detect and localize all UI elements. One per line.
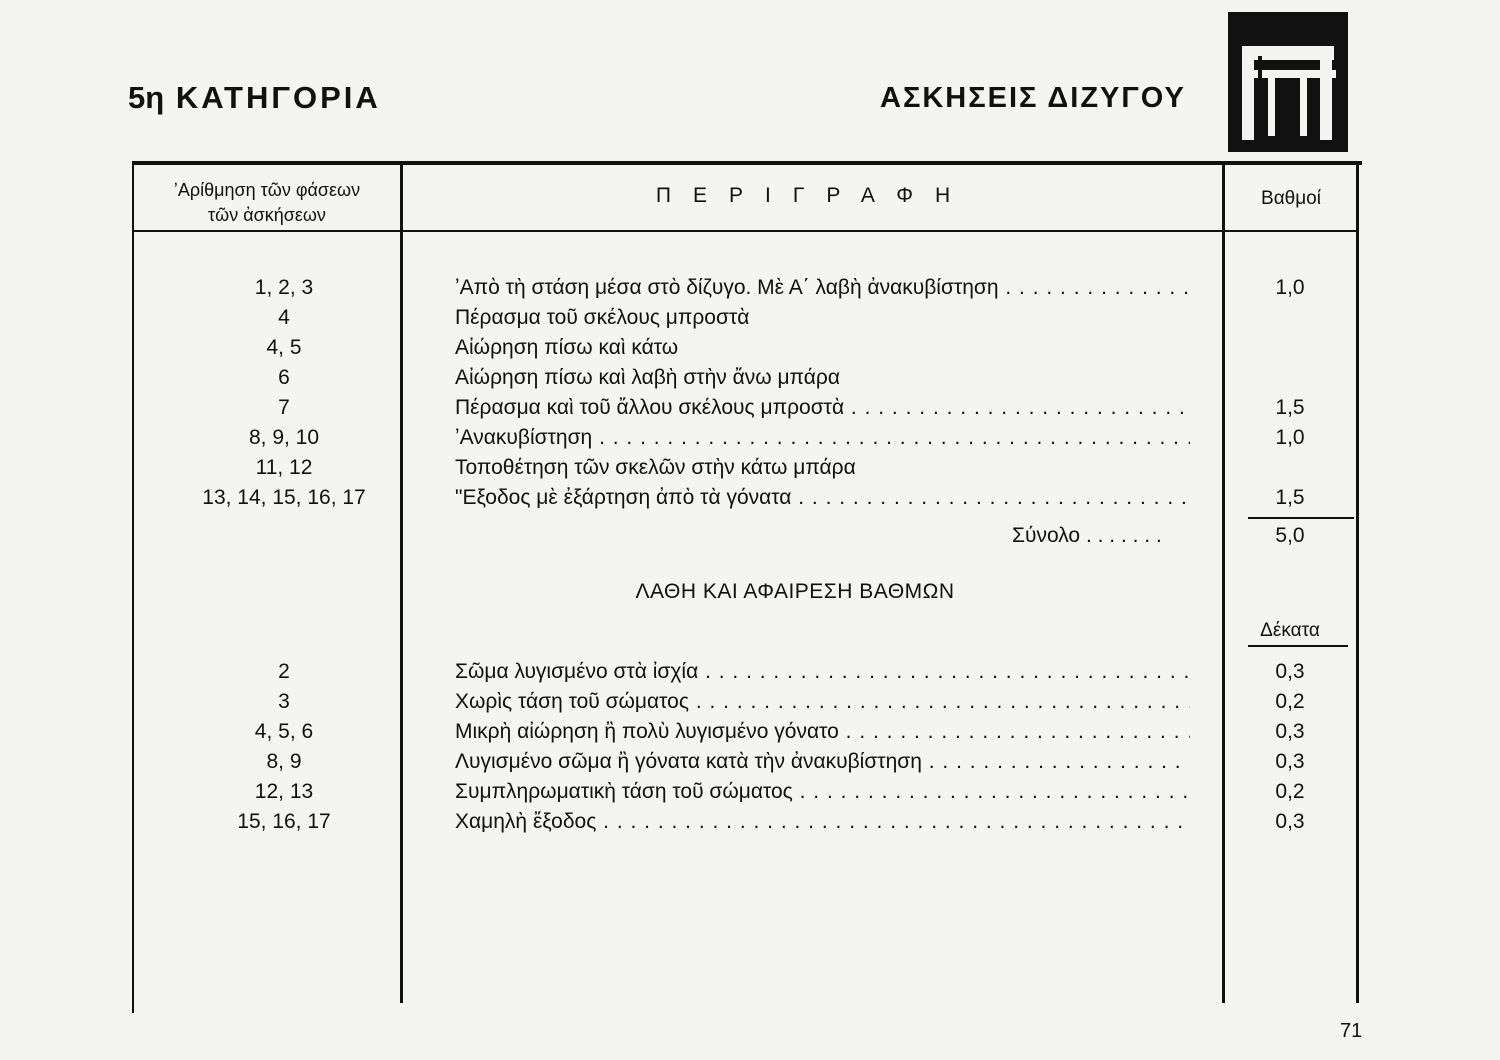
table-row: [0, 456, 1500, 486]
deductions-unit-rule: [1248, 645, 1348, 647]
category-word: ΚΑΤΗΓΟΡΙΑ: [175, 80, 381, 115]
row-description: ʼΑπὸ τὴ στάση μέσα στὸ δίζυγο. Μὲ Α΄ λαβὴ ἀνακυβίστηση . . .: [455, 276, 1190, 300]
row-points: 0,2: [1275, 780, 1305, 803]
total-value: 5,0: [1275, 524, 1305, 547]
phase-numbers: 8, 9, 10: [248, 426, 320, 449]
row-description: Αἰώρηση πίσω καὶ λαβὴ στὴν ἄνω μπάρα: [455, 366, 840, 389]
phase-numbers: 11, 12: [255, 456, 313, 479]
total-rule: [1248, 517, 1354, 519]
phases-column-header: [134, 178, 400, 228]
phases-header-line1: ʼΑρίθμηση τῶν φάσεων: [173, 180, 361, 200]
row-description: Πέρασμα καὶ τοῦ ἄλλου σκέλους μπροστὰ . . .: [455, 396, 1190, 420]
table-row: [0, 426, 1500, 456]
row-points: 0,3: [1275, 810, 1305, 833]
category-number: 5η: [128, 80, 165, 115]
parallel-bars-icon: [1228, 12, 1348, 152]
category-heading: [128, 80, 381, 116]
row-description: Αἰώρηση πίσω καὶ κάτω: [455, 336, 679, 359]
table-top-rule: [132, 161, 1362, 165]
phase-numbers: 6: [278, 366, 290, 389]
deductions-title: ΛΑΘΗ ΚΑΙ ΑΦΑΙΡΕΣΗ ΒΑΘΜΩΝ: [635, 580, 955, 603]
row-points: 1,5: [1275, 396, 1305, 419]
phase-numbers: 15, 16, 17: [237, 810, 331, 833]
phase-numbers: 7: [278, 396, 290, 419]
row-points: 0,3: [1275, 750, 1305, 773]
table-row: [0, 306, 1500, 336]
row-points: 1,5: [1275, 486, 1305, 509]
table-row: [0, 750, 1500, 780]
table-row: [0, 396, 1500, 426]
row-description: Σῶμα λυγισμένο στὰ ἰσχία . . .: [455, 660, 1190, 684]
phase-numbers: 4, 5: [266, 336, 302, 359]
row-description: Μικρὴ αἰώρηση ἢ πολὺ λυγισμένο γόνατο . . .: [455, 720, 1190, 744]
phase-numbers: 12, 13: [254, 780, 314, 803]
row-points: 1,0: [1275, 426, 1305, 449]
table-row: [0, 366, 1500, 396]
deductions-unit: Δέκατα: [1260, 620, 1320, 641]
phase-numbers: 4: [278, 306, 290, 329]
row-description: Τοποθέτηση τῶν σκελῶν στὴν κάτω μπάρα: [455, 456, 856, 479]
phase-numbers: 1, 2, 3: [254, 276, 314, 299]
phase-numbers: 4, 5, 6: [254, 720, 314, 743]
description-column-header: ΠΕΡΙΓΡΑΦΗ: [655, 184, 973, 207]
phase-numbers: 2: [278, 660, 290, 683]
table-row: [0, 810, 1500, 840]
row-points: 1,0: [1275, 276, 1305, 299]
row-description: Χωρὶς τάση τοῦ σώματος . . .: [455, 690, 1190, 714]
table-row: [0, 690, 1500, 720]
points-column-header: Βαθμοί: [1261, 188, 1321, 209]
row-description: Πέρασμα τοῦ σκέλους μπροστὰ: [455, 306, 750, 329]
table-row: [0, 276, 1500, 306]
phase-numbers: 3: [278, 690, 290, 713]
table-row: [0, 336, 1500, 366]
row-description: ʼΑνακυβίστηση . . .: [455, 426, 1190, 450]
page-number: 71: [1340, 1020, 1363, 1042]
row-description: Χαμηλὴ ἔξοδος . . .: [455, 810, 1190, 834]
phase-numbers: 8, 9: [266, 750, 302, 773]
row-description: Λυγισμένο σῶμα ἢ γόνατα κατὰ τὴν ἀνακυβίστηση . . .: [455, 750, 1190, 774]
phases-header-line2: τῶν ἀσκήσεων: [208, 205, 326, 225]
row-points: 0,3: [1275, 720, 1305, 743]
row-points: 0,2: [1275, 690, 1305, 713]
row-description: Συμπληρωματικὴ τάση τοῦ σώματος . . .: [455, 780, 1190, 804]
table-row: [0, 660, 1500, 690]
row-description: ʺΕξοδος μὲ ἐξάρτηση ἀπὸ τὰ γόνατα . . .: [455, 486, 1190, 510]
row-points: 0,3: [1275, 660, 1305, 683]
table-row: [0, 720, 1500, 750]
table-row: [0, 780, 1500, 810]
table-row: [0, 486, 1500, 516]
phase-numbers: 13, 14, 15, 16, 17: [202, 486, 366, 509]
total-label: Σύνολο . . .: [1012, 524, 1192, 548]
header-bottom-rule: [132, 230, 1358, 232]
page-title: ΑΣΚΗΣΕΙΣ ΔΙΖΥΓΟΥ: [880, 82, 1186, 114]
